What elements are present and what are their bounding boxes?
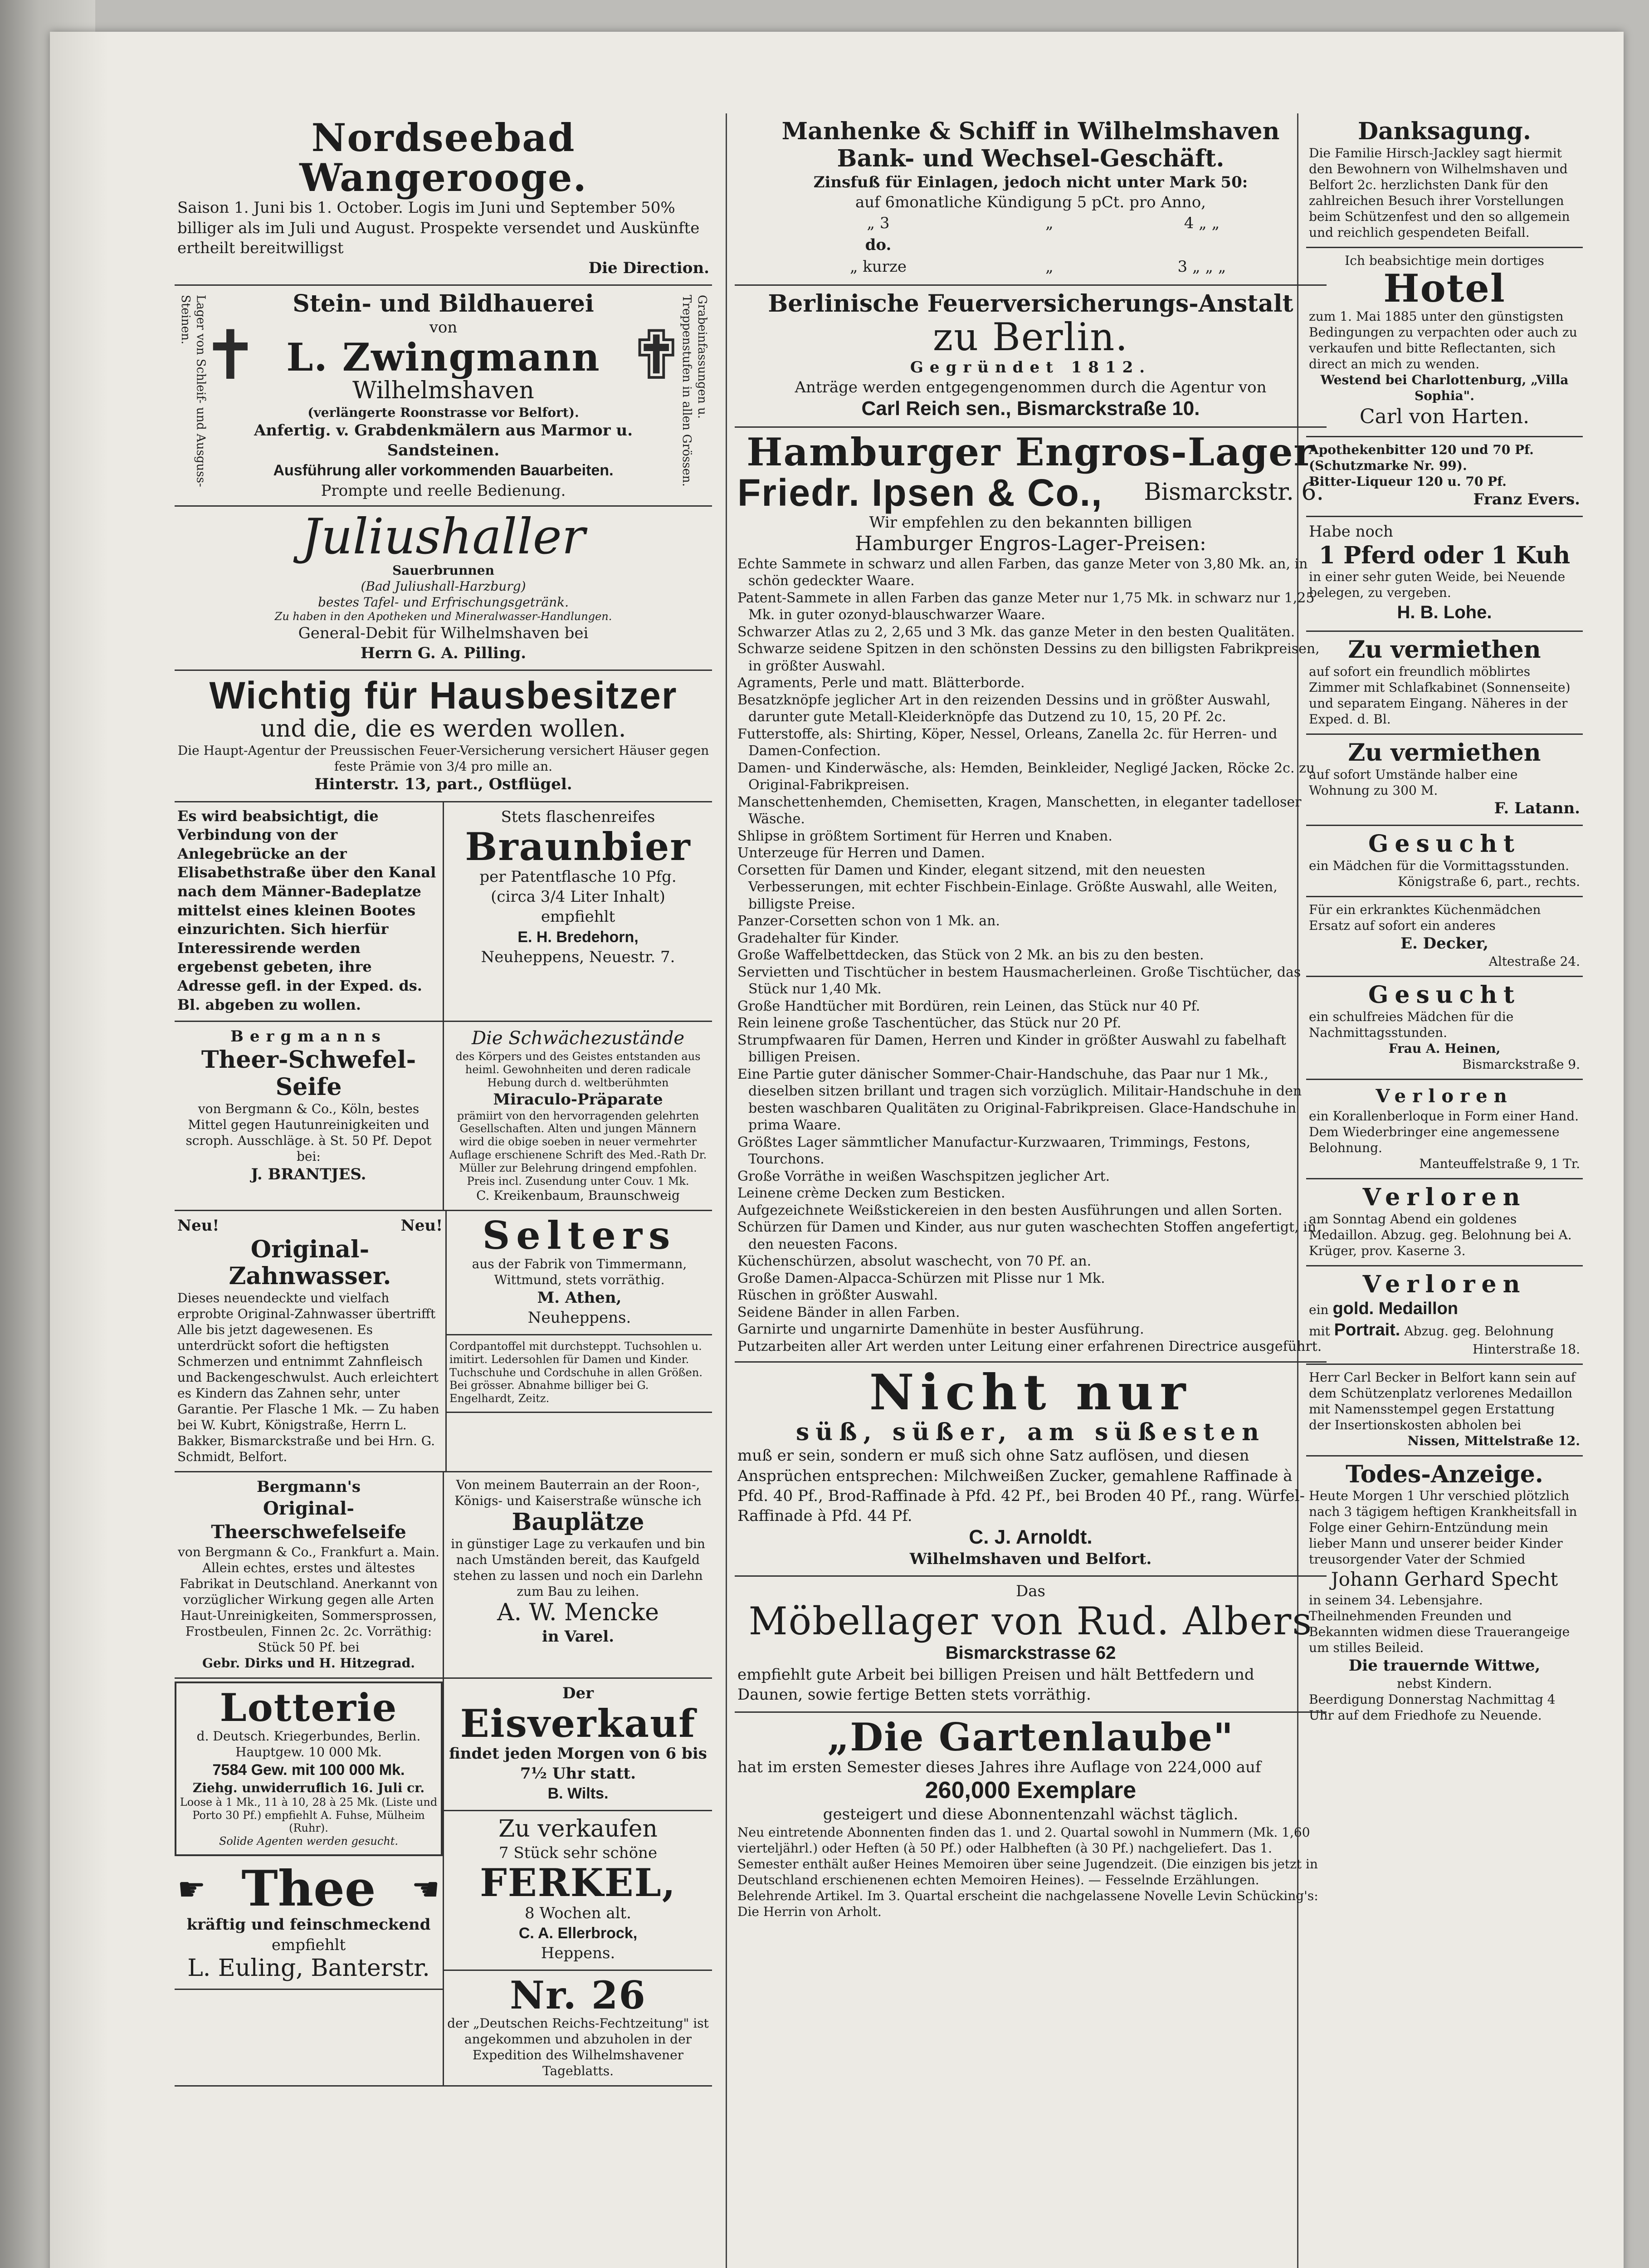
ad-top: Der <box>562 1684 594 1703</box>
list-item: Leinene crème Decken zum Besticken. <box>737 1185 1005 1202</box>
list-item: Große Handtücher mit Bordüren, rein Leinen, das Stück nur 40 Pf. <box>737 998 1200 1014</box>
ad-text-3: Abzug. geg. Belohnung <box>1404 1324 1554 1339</box>
ad-signature: Die Direction. <box>588 259 709 277</box>
rate-cell: „ 3 <box>867 214 890 232</box>
ad-line-2: Bitter-Liqueur 120 u. 70 Pf. <box>1309 474 1507 489</box>
ad-text-3: Neu eintretende Abonnenten finden das 1. und 2. Quartal sowohl in Nummern (Mk. 1,60 vierteljährl.) oder Heften (à 50 Pf.) oder Halbheften (à 30 Pf.) nachgeliefert. Das 1. Semester enthält außer Heines Memoiren über seine Jugendzeit. (Die einzigen bis jetzt in Deutschland erschienenen echten Memoiren Heines). — Fesselnde Erzählungen. Belehrende Artikel. Im 3. Quartal erscheint die nachgelassene Novelle Levin Schücking's: Die Herrin von Arholt. <box>737 1824 1318 1919</box>
cross-monument-icon: ✟ <box>628 316 685 395</box>
ad-text: ein Korallenberloque in Form einer Hand. Dem Wiederbringer eine angemessene Belohnung. <box>1309 1108 1579 1155</box>
ad-name: Johann Gerhard Specht <box>1331 1568 1558 1591</box>
column-left <box>175 113 712 2268</box>
ad-number: 260,000 Exemplare <box>925 1777 1137 1804</box>
ad-title: Stein- und Bildhauerei <box>293 290 594 318</box>
ad-name: C. A. Ellerbrock, <box>518 1924 638 1942</box>
ad-wins: 7584 Gew. mit 100 000 Mk. <box>212 1761 405 1779</box>
ad-selters <box>447 1211 712 1335</box>
ad-text-2: in seinem 34. Lebensjahre. Theilnehmenden Freunden und Bekannten widmen diese Trauerangeige um stilles Beileid. <box>1309 1592 1570 1655</box>
ad-widow: Die trauernde Wittwe, <box>1348 1656 1541 1675</box>
rate-cell <box>1019 234 1080 256</box>
ad-text: am Sonntag Abend ein goldenes Medaillon. Abzug. geg. Belohnung bei A. Krüger, prov. Kaserne 3. <box>1309 1211 1572 1258</box>
ad-top: Das <box>1016 1582 1045 1600</box>
ad-sub-1: Sauerbrunnen <box>392 563 494 578</box>
ad-evers <box>1306 437 1583 517</box>
list-item: Agraments, Perle und matt. Blätterborde. <box>737 675 1025 691</box>
ad-top: Bergmanns <box>230 1027 387 1046</box>
ad-name: J. BRANTJES. <box>251 1165 366 1183</box>
ad-text: Für ein erkranktes Küchenmädchen Ersatz auf sofort ein anderes <box>1309 902 1541 933</box>
list-item: Große Vorräthe in weißen Waschspitzen jeglicher Art. <box>737 1168 1110 1184</box>
ad-name: Franz Evers. <box>1473 490 1580 509</box>
ad-name: H. B. Lohe. <box>1397 602 1492 623</box>
ad-line-3: Prompte und reelle Bedienung. <box>321 481 566 500</box>
ad-name: A. W. Mencke <box>497 1599 659 1627</box>
ad-new-right: Neu! <box>400 1217 443 1235</box>
ad-line-2: Hamburger Engros-Lager-Preisen: <box>855 532 1206 556</box>
ad-name: Carl Reich sen., Bismarckstraße 10. <box>861 397 1200 420</box>
ad-address: C. Kreikenbaum, Braunschweig <box>476 1188 680 1203</box>
ad-title: „Die Gartenlaube" <box>827 1714 1234 1760</box>
ad-address: Manteuffelstraße 9, 1 Tr. <box>1419 1156 1580 1171</box>
list-item: Rein leinene große Taschentücher, das Stück nur 20 Pf. <box>737 1015 1122 1031</box>
ad-title: Original-Zahnwasser. <box>229 1235 391 1290</box>
ad-text: Die Familie Hirsch-Jackley sagt hiermit den Bewohnern von Wilhelmshaven und Belfort 2c. herzlichsten Dank für den zahlreichen Besuch ihrer Vorstellungen beim Schützenfest und den so allgemein und reichlich gespendeten Beifall. <box>1309 145 1570 240</box>
ad-line-2: (circa 3/4 Liter Inhalt) <box>491 888 665 906</box>
ad-draw: Ziehg. unwiderruflich 16. Juli cr. <box>192 1780 425 1795</box>
ad-gesucht-2 <box>1306 977 1583 1080</box>
ad-vermiethen-2 <box>1306 735 1583 826</box>
ad-gartenlaube <box>735 1713 1327 1926</box>
ad-lose: Loose à 1 Mk., 11 à 10, 28 à 25 Mk. (Liste und Porto 30 Pf.) empfiehlt A. Fuhse, Mülheim (Ruhr). <box>180 1795 438 1835</box>
ad-zwingmann <box>175 286 712 507</box>
ad-pferd <box>1306 517 1583 632</box>
list-item: Corsetten für Damen und Kinder, elegant sitzend, mit den neuesten Verbesserungen, mit echter Fischbein-Einlage. Größte Auswahl, alle Weiten, billigste Preise. <box>737 862 1278 912</box>
list-item: Damen- und Kinderwäsche, als: Hemden, Beinkleider, Negligé Jacken, Röcke 2c. zu Original-Fabrikpreisen. <box>737 760 1315 793</box>
ad-title: Berlinische Feuerversicherungs-Anstalt <box>768 289 1293 318</box>
two-column-block-5 <box>175 1679 712 2087</box>
ad-sub-3: bestes Tafel- und Erfrischungsgetränk. <box>318 595 569 610</box>
ad-name: Friedr. Ipsen & Co., <box>737 471 1103 514</box>
ad-name: M. Athen, <box>537 1288 622 1307</box>
ad-text: ein Mädchen für die Vormittagsstunden. <box>1309 858 1569 873</box>
ad-address: Wilhelmshaven und Belfort. <box>909 1549 1152 1568</box>
ad-hotel <box>1306 248 1583 437</box>
table-row <box>737 256 1324 278</box>
ad-text: Es wird beabsichtigt, die Verbindung von der Anlegebrücke an der Elisabethstraße über den Kanal nach dem Männer-Badeplatze mittelst eines kleinen Bootes einzurichten. Sich hierfür Interessirende werden ergebenst gebeten, ihre Adresse gefl. in der Exped. ds. Bl. abgeben zu wollen. <box>177 807 436 1013</box>
ad-bergmann-frankfurt <box>175 1472 444 1677</box>
ad-verloren-2 <box>1306 1179 1583 1266</box>
ad-address: Bismarckstrasse 62 <box>945 1643 1116 1663</box>
list-item: Shlipse in größtem Sortiment für Herren und Knaben. <box>737 828 1112 844</box>
rate-cell: „ <box>1045 258 1054 276</box>
ad-title: Thee <box>241 1860 376 1917</box>
side-text-right: Grabeinfassungen u. Treppenstufen in allen Grössen. <box>680 295 709 487</box>
list-item: Gradehalter für Kinder. <box>737 930 899 946</box>
ad-eisverkauf <box>444 1679 712 1811</box>
page-gutter <box>50 32 109 2268</box>
ad-new-left: Neu! <box>177 1217 220 1235</box>
column-right <box>1306 113 1583 2268</box>
list-item: Große Damen-Alpacca-Schürzen mit Plisse nur 1 Mk. <box>737 1270 1105 1286</box>
list-item: Echte Sammete in schwarz und allen Farben, das ganze Meter von 3,80 Mk. an, in schön gedeckter Waare. <box>737 556 1308 589</box>
ad-theerseife <box>175 1022 444 1210</box>
ad-subtitle: und die, die es werden wollen. <box>260 715 626 743</box>
ad-text-2: mit <box>1309 1324 1330 1339</box>
ad-burial: Beerdigung Donnerstag Nachmittag 4 Uhr auf dem Friedhofe zu Neuende. <box>1309 1692 1556 1723</box>
ad-title: Eisverkauf <box>460 1701 696 1746</box>
ad-line-1: Zinsfuß für Einlagen, jedoch nicht unter Mark 50: <box>813 173 1248 191</box>
ad-gesucht-1 <box>1306 826 1583 897</box>
right-subcolumn <box>444 1679 712 2085</box>
ad-agents: Solide Agenten werden gesucht. <box>219 1835 399 1848</box>
ad-text: von Bergmann & Co., Köln, bestes Mittel gegen Hautunreinigkeiten und scroph. Ausschläge. à St. 50 Pf. Depot bei: <box>185 1101 432 1164</box>
ad-albers <box>735 1577 1327 1713</box>
ad-text: kräftig und feinschmeckend <box>186 1916 431 1934</box>
ad-title: Verloren <box>1362 1270 1527 1298</box>
list-item: Rüschen in größter Auswahl. <box>737 1287 938 1304</box>
ad-title: Original-Theerschwefelseife <box>211 1498 406 1543</box>
ad-danksagung <box>1306 113 1583 248</box>
right-subcolumn <box>447 1211 712 1471</box>
ad-berlinische <box>735 286 1327 428</box>
ad-top: Von meinem Bauterrain an der Roon-, Königs- und Kaiserstraße wünsche ich <box>454 1477 702 1509</box>
ad-name: Gebr. Dirks und H. Hitzegrad. <box>202 1656 415 1671</box>
ad-line-1: Wir empfehlen zu den bekannten billigen <box>869 513 1192 532</box>
ad-line-3: empfiehlt <box>541 908 615 926</box>
list-item: Patent-Sammete in allen Farben das ganze Meter nur 1,75 Mk. in schwarz nur 1,25 Mk. in guter ozonyd-blauschwarzer Waare. <box>737 590 1315 623</box>
ad-title: Möbellager von Rud. Albers <box>748 1599 1313 1644</box>
pointing-hand-right-icon: ☚ <box>411 1870 440 1908</box>
ad-anlegebruecke <box>175 802 444 1021</box>
rate-cell: „ <box>1045 214 1054 232</box>
ad-title: Todes-Anzeige. <box>1346 1460 1543 1488</box>
ad-name: B. Wilts. <box>547 1785 609 1803</box>
two-column-block-4 <box>175 1472 712 1679</box>
list-item: Schürzen für Damen und Kinder, aus nur guten waschechten Stoffen angefertigt, in den neuesten Facons. <box>737 1219 1317 1252</box>
ad-name: C. J. Arnoldt. <box>969 1526 1093 1549</box>
ad-text: empfiehlt gute Arbeit bei billigen Preisen und hält Bettfedern und Daunen, sowie fertige Betten stets vorräthig. <box>737 1666 1254 1704</box>
pointing-hand-left-icon: ☛ <box>177 1870 206 1908</box>
ad-title: Hotel <box>1383 265 1506 311</box>
ad-line-2: Ausführung aller vorkommenden Bauarbeiten. <box>273 462 614 479</box>
ad-text: zum 1. Mai 1885 unter den günstigsten Bedingungen zu verpachten oder auch zu verkaufen und bitte Reflectanten, sich direct an mich zu wenden. <box>1309 308 1577 371</box>
ad-title: Nordseebad Wangerooge. <box>299 115 587 200</box>
ad-name: E. H. Bredehorn, <box>517 928 639 946</box>
ad-text: Dieses neuendeckte und vielfach erprobte Original-Zahnwasser übertrifft Alle bis jetzt dagewesenen. Es unterdrückt sofort die heftigsten Schmerzen und entnimmt Zahnfleisch und Backengeschwulst. Auch erleichtert es Kindern das Zahnen sehr, unter Garantie. Per Flasche 1 Mk. — Zu haben bei W. Kubrt, Königstraße, Herrn L. Bakker, Bismarckstraße und bei Hrn. G. Schmidt, Belfort. <box>177 1290 439 1465</box>
list-item: Panzer-Corsetten schon von 1 Mk. an. <box>737 913 1000 929</box>
ad-juliushaller <box>175 507 712 671</box>
ad-top: Habe noch <box>1309 523 1393 541</box>
ad-text: der „Deutschen Reichs-Fechtzeitung" ist angekommen und abzuholen in der Expedition des Wilhelmshavener Tageblatts. <box>447 2016 709 2079</box>
column-middle <box>735 113 1327 2268</box>
ad-title: Nicht nur <box>869 1364 1192 1422</box>
ad-manhenke <box>735 113 1327 286</box>
list-item: Schwarze seidene Spitzen in den schönsten Dessins zu den billigsten Fabrikpreisen, in größter Auswahl. <box>737 641 1320 674</box>
ad-text-2: prämiirt von den hervorragenden gelehrten Gesellschaften. Alten und jungen Männern wird die obige soeben in neuer vermehrter Auflage erschienene Schrift des Med.-Rath Dr. Müller zur Belehrung dringend empfohlen. Preis incl. Zusendung unter Couv. 1 Mk. <box>449 1109 707 1188</box>
ad-address: in Varel. <box>542 1627 615 1646</box>
table-row <box>737 234 1324 256</box>
ad-title: Verloren <box>1362 1183 1527 1211</box>
ad-kuechenmaedchen <box>1306 897 1583 977</box>
ad-hausbesitzer <box>175 671 712 802</box>
list-item: Unterzeuge für Herren und Damen. <box>737 845 985 861</box>
ad-name: Carl von Harten. <box>1359 405 1530 428</box>
ad-text: Cordpantoffel mit durchsteppt. Tuchsohlen u. imitirt. Ledersohlen für Damen und Kinder. Tuchschuhe und Cordschuhe in allen Größen. Bei grösser. Abnahme billiger bei G. Engelhardt, Zeitz. <box>449 1340 703 1405</box>
ad-arnoldt <box>735 1363 1327 1577</box>
ad-address: Hinterstr. 13, part., Ostflügel. <box>314 775 572 794</box>
ad-title: Bauplätze <box>512 1508 644 1536</box>
ad-address: Neuheppens. <box>527 1308 631 1327</box>
ad-todesanzeige <box>1306 1457 1583 1730</box>
ad-portrait: Portrait. <box>1334 1320 1400 1339</box>
ad-text: Heute Morgen 1 Uhr verschied plötzlich nach 3 tägigem heftigen Krankheitsfall in Folge einer Gehirn-Entzündung mein lieber Mann und unserer beider Kinder treusorgender Vater der Schmied <box>1309 1488 1577 1567</box>
ad-gold: gold. Medaillon <box>1332 1299 1459 1318</box>
ad-ferkel <box>444 1811 712 1971</box>
table-row <box>737 212 1324 234</box>
ad-text: auf sofort ein freundlich möblirtes Zimmer mit Schlafkabinet (Sonnenseite) und separatem Eingang. Näheres in der Exped. d. Bl. <box>1309 664 1571 727</box>
ad-wangerooge <box>175 113 712 286</box>
ad-text: Anträge werden entgegengenommen durch die Agentur von <box>795 378 1267 396</box>
left-subcolumn <box>175 1679 444 2085</box>
ad-text: d. Deutsch. Kriegerbundes, Berlin. Hauptgew. 10 000 Mk. <box>196 1728 421 1760</box>
ad-title: Danksagung. <box>1357 117 1532 145</box>
ad-name: L. Euling, Banterstr. <box>187 1954 430 1982</box>
ad-sub-6: Herrn G. A. Pilling. <box>360 644 527 663</box>
ad-sub-4: Zu haben in den Apotheken und Mineralwasser-Handlungen. <box>274 610 612 623</box>
ad-hamburger-engros <box>735 428 1327 1363</box>
list-item: Manschettenhemden, Chemisetten, Kragen, Manschetten, in eleganter tadelloser Wäsche. <box>737 794 1302 827</box>
two-column-block-2 <box>175 1022 712 1211</box>
ad-city: Wilhelmshaven <box>352 377 534 405</box>
ad-braunbier <box>444 802 712 1021</box>
ad-line-1: per Patentflasche 10 Pfg. <box>479 867 677 886</box>
ad-address: Westend bei Charlottenburg, „Villa Sophia". <box>1320 372 1569 403</box>
ad-title: Selters <box>482 1213 677 1258</box>
ad-becker <box>1306 1365 1583 1457</box>
ad-address: Bismarckstraße 9. <box>1462 1056 1580 1072</box>
ad-text: von Bergmann & Co., Frankfurt a. Main. Allein echtes, erstes und ältestes Fabrikat in Deutschland. Anerkannt von vorzüglicher Wirkung gegen alle Arten Haut-Unreinigkeiten, Sommersprossen, Frostbeulen, Finnen 2c. 2c. Vorräthig: Stück 50 Pf. bei <box>178 1545 439 1655</box>
column-rule-1 <box>726 113 727 2268</box>
ad-founded: Gegründet 1812. <box>910 358 1151 376</box>
ad-title: 1 Pferd oder 1 Kuh <box>1318 541 1571 569</box>
ad-kids: nebst Kindern. <box>1397 1676 1492 1691</box>
ad-text: ein schulfreies Mädchen für die Nachmittagsstunden. <box>1309 1009 1514 1040</box>
side-text-left: Lager von Schleif- und Ausguss-Steinen. <box>178 295 208 487</box>
ad-title: Gesucht <box>1368 830 1521 858</box>
rates-table <box>737 212 1324 278</box>
ad-name: Frau A. Heinen, <box>1388 1041 1501 1056</box>
ad-address: Hinterstraße 18. <box>1472 1341 1580 1357</box>
ad-text: in günstiger Lage zu verkaufen und bin nach Umständen bereit, das Kaufgeld stehen zu lassen und noch ein Darlehn zum Bau zu leihen. <box>451 1536 705 1599</box>
ad-subtitle: Bank- und Wechsel-Geschäft. <box>837 144 1225 172</box>
ad-text: auf sofort Umstände halber eine Wohnung zu 300 M. <box>1309 767 1518 798</box>
ad-fechtzeitung <box>444 1971 712 2085</box>
ad-title: Juliushaller <box>301 508 585 565</box>
ad-name: E. Decker, <box>1400 934 1488 953</box>
ad-lotterie <box>175 1681 443 1856</box>
list-item: Küchenschürzen, absolut waschecht, von 70 Pf. an. <box>737 1253 1092 1270</box>
ad-text: aus der Fabrik von Timmermann, Wittmund, stets vorräthig. <box>472 1256 687 1287</box>
ad-title: Wichtig für Hausbesitzer <box>209 674 678 717</box>
two-column-block-3 <box>175 1211 712 1472</box>
ad-schwaechezustaende <box>444 1022 712 1210</box>
ad-text: findet jeden Morgen von 6 bis 7½ Uhr statt. <box>449 1744 707 1783</box>
ad-address: Königstraße 6, part., rechts. <box>1398 874 1580 889</box>
ad-name: Nissen, Mittelstraße 12. <box>1407 1433 1580 1448</box>
ad-sub-5: General-Debit für Wilhelmshaven bei <box>298 624 589 643</box>
ad-thee <box>175 1859 443 1990</box>
ad-subtitle: zu Berlin. <box>932 315 1129 360</box>
list-item: Futterstoffe, als: Shirting, Köper, Nessel, Orleans, Zanella 2c. für Herren- und Damen-Confection. <box>737 726 1278 759</box>
ad-top: Stets flaschenreifes <box>501 807 655 826</box>
rate-cell <box>1080 234 1324 256</box>
item-list <box>737 556 1324 1355</box>
ad-title: Manhenke & Schiff in Wilhelmshaven <box>781 117 1280 145</box>
list-item: Strumpfwaaren für Damen, Herren und Kinder in größter Auswahl zu fabelhaft billigen Preisen. <box>737 1032 1286 1066</box>
ad-verloren-3 <box>1306 1266 1583 1365</box>
list-item: Größtes Lager sämmtlicher Manufactur-Kurzwaaren, Trimmings, Festons, Tourchons. <box>737 1134 1251 1168</box>
ad-top: Bergmann's <box>256 1478 361 1496</box>
list-item: Große Waffelbettdecken, das Stück von 2 Mk. an bis zu den besten. <box>737 947 1204 963</box>
ad-line-2: auf 6monatliche Kündigung 5 pCt. pro Anno, <box>855 193 1206 211</box>
ad-title: Theer-Schwefel-Seife <box>201 1046 416 1101</box>
ad-line-1: Anfertig. v. Grabdenkmälern aus Marmor u. Sandsteinen. <box>254 421 633 460</box>
ad-address: Bismarckstr. 6. <box>1144 478 1324 506</box>
ad-age: 8 Wochen alt. <box>525 1904 631 1922</box>
cross-icon: ✝ <box>202 316 259 395</box>
ad-von: von <box>429 318 458 337</box>
rate-cell: do. <box>865 236 892 254</box>
ad-text-2: gesteigert und diese Abonnentenzahl wächst täglich. <box>823 1805 1239 1823</box>
ad-title: Verloren <box>1376 1085 1513 1107</box>
list-item: Aufgezeichnete Weißstickereien in den besten Ausführungen und allen Sorten. <box>737 1202 1283 1218</box>
ad-title: Nr. 26 <box>510 1973 646 2018</box>
ad-product: Miraculo-Präparate <box>493 1090 663 1109</box>
ad-title: Zu vermiethen <box>1348 739 1541 767</box>
list-item: Besatzknöpfe jeglicher Art in den reizenden Dessins und in größter Auswahl, darunter gute Metall-Kleiderknöpfe das Dutzend zu 10, 15, 20 Pf. 2c. <box>737 692 1271 725</box>
ad-text-1: hat im ersten Semester dieses Jahres ihre Auflage von 224,000 auf <box>737 1758 1261 1776</box>
ad-text: Saison 1. Juni bis 1. October. Logis im Juni und September 50% billiger als im Juli und August. Prospekte versendet und Auskünfte ertheilt bereitwilligst <box>177 199 700 257</box>
ad-title: Gesucht <box>1368 981 1521 1009</box>
rate-cell: „ kurze <box>849 258 907 276</box>
list-item: Garnirte und ungarnirte Damenhüte in bester Ausführung. <box>737 1321 1144 1338</box>
ad-top: Zu verkaufen <box>498 1815 658 1843</box>
ad-title: FERKEL, <box>480 1860 676 1906</box>
ad-address: Neuheppens, Neuestr. 7. <box>481 948 675 966</box>
ad-text: muß er sein, sondern er muß sich ohne Satz auflösen, und diesen Ansprüchen entsprechen: Milchweißen Zucker, gemahlene Raffinade à Pfd. 40 Pf., Brod-Raffinade à Pfd. 42 Pf., bei Broden 40 Pf., rang. Würfel-Raffinade à Pfd. 44 Pf. <box>737 1447 1305 1525</box>
list-item: Seidene Bänder in allen Farben. <box>737 1304 960 1320</box>
ad-name: F. Latann. <box>1494 799 1580 817</box>
ad-text: Die Haupt-Agentur der Preussischen Feuer-Versicherung versichert Häuser gegen feste Prämie von 3/4 pro mille an. <box>177 743 709 774</box>
ad-emp: empfiehlt <box>271 1936 346 1954</box>
ad-title: Lotterie <box>220 1685 398 1730</box>
ad-zahnwasser <box>175 1211 447 1471</box>
ad-address: Altestraße 24. <box>1488 954 1580 969</box>
ad-title: Braunbier <box>465 824 691 869</box>
ad-address: Heppens. <box>541 1944 615 1962</box>
list-item: Schwarzer Atlas zu 2, 2,65 und 3 Mk. das ganze Meter in den besten Qualitäten. <box>737 624 1295 640</box>
ad-title: Hamburger Engros-Lager <box>746 430 1315 475</box>
ad-subtitle: süß, süßer, am süßesten <box>796 1418 1265 1446</box>
list-item: Eine Partie guter dänischer Sommer-Chair-Handschuhe, das Paar nur 1 Mk., dieselben sitzen brillant und tragen sich vorzüglich. Militair-Handschuhe in den besten waschbaren Qualitäten zu Original-Fabrikpreisen. Glace-Handschuhe in prima Waare. <box>737 1066 1302 1134</box>
list-item: Servietten und Tischtücher in bestem Hausmacherleinen. Große Tischtücher, das Stück nur 1,40 Mk. <box>737 964 1301 997</box>
ad-bauplaetze <box>444 1472 712 1677</box>
ad-verloren-1 <box>1306 1080 1583 1179</box>
ad-text: in einer sehr guten Weide, bei Neuende belegen, zu vergeben. <box>1309 569 1566 601</box>
rate-cell: 3 „ „ „ <box>1177 258 1226 276</box>
ad-line-1: Apothekenbitter 120 und 70 Pf. (Schutzmarke Nr. 99). <box>1309 442 1534 474</box>
ad-cordpantoffel <box>447 1335 712 1413</box>
rate-cell: 4 „ „ <box>1184 214 1220 232</box>
ad-top: Ich beabsichtige mein dortiges <box>1345 253 1544 268</box>
ad-title: Zu vermiethen <box>1348 636 1541 664</box>
ad-text-1: ein <box>1309 1302 1329 1317</box>
ad-sub: 7 Stück sehr schöne <box>498 1844 658 1862</box>
ad-text: des Körpers und des Geistes entstanden aus heiml. Gewohnheiten und deren radicale Hebung durch d. weltberühmten <box>455 1050 701 1089</box>
ad-address: (verlängerte Roonstrasse vor Belfort). <box>307 405 579 420</box>
list-item: Putzarbeiten aller Art werden unter Leitung einer erfahrenen Directrice ausgeführt. <box>737 1338 1322 1354</box>
ad-name: L. Zwingmann <box>286 335 600 380</box>
ad-text: Herr Carl Becker in Belfort kann sein auf dem Schützenplatz verlorenes Medaillon mit Namensstempel gegen Erstattung der Insertionskosten abholen bei <box>1309 1369 1576 1432</box>
ad-vermiethen-1 <box>1306 632 1583 735</box>
two-column-block-1 <box>175 802 712 1022</box>
ad-sub-2: (Bad Juliushall-Harzburg) <box>361 579 526 594</box>
ad-title: Die Schwächezustände <box>471 1028 685 1049</box>
